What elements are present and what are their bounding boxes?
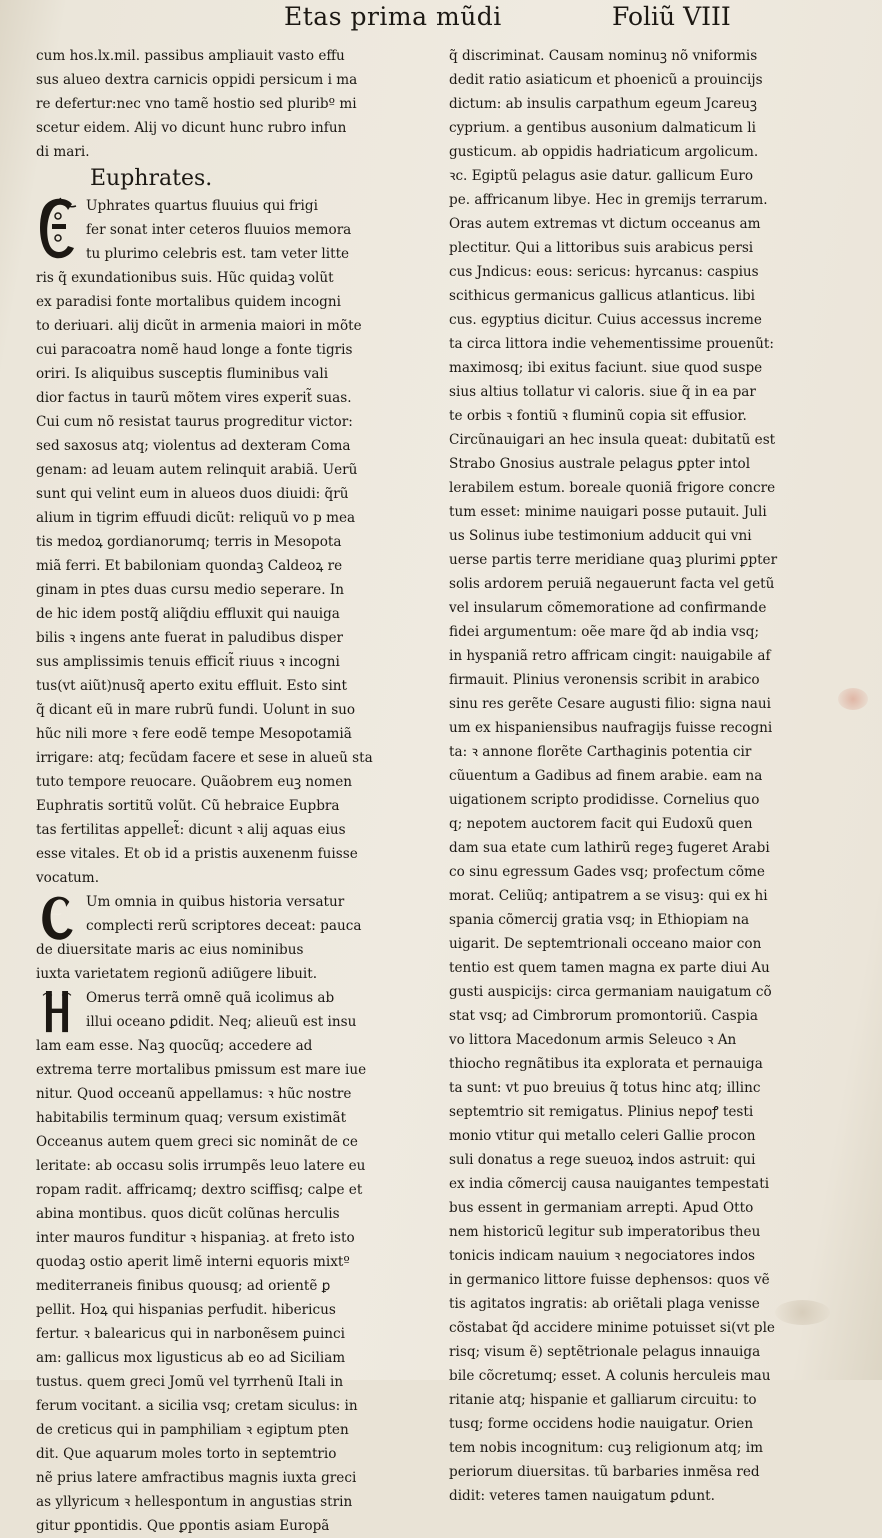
text-line: Circũnauigari an hec insula queat: dubitatũ est <box>449 432 776 448</box>
text-line: miã ferri. Et babiloniam quondaꝫ Caldeoꝝ re <box>36 558 343 574</box>
text-line: to deriuari. alij dicũt in armenia maiori in mõte <box>36 318 362 334</box>
text-line: sus alueo dextra carnicis oppidi persicum i ma <box>36 72 358 88</box>
text-line: Cui cum nõ resistat taurus progreditur victor: <box>36 414 353 430</box>
text-line: dior factus in taurũ mõtem vires experit̃ suas. <box>36 390 352 406</box>
text-line: dit. Que aquarum moles torto in septemtrio <box>36 1446 337 1462</box>
text-line: fer sonat inter ceteros fluuios memora <box>86 222 352 238</box>
text-line: gitur ꝑpontidis. Que ꝑpontis asiam Europã <box>36 1518 330 1534</box>
text-line: de diuersitate maris ac eius nominibus <box>36 942 304 958</box>
text-line: cõstabat q̃d accidere minime potuisset si(vt ple <box>449 1320 775 1336</box>
text-line: cui paracoatra nomẽ haud longe a fonte tigris <box>36 342 353 358</box>
text-line: de hic idem postq̃ aliq̃diu effluxit qui nauiga <box>36 606 340 622</box>
initial-h-decorated-icon <box>36 988 78 1038</box>
text-line: dedit ratio asiaticum et phoenicũ a prouincijs <box>449 72 763 88</box>
text-line: lerabilem estum. boreale quoniã frigore concre <box>449 480 776 496</box>
text-line: scetur eidem. Alij vo dicunt hunc rubro infun <box>36 120 347 136</box>
text-line: uigarit. De septemtrionali occeano maior con <box>449 936 762 952</box>
text-line: inter mauros funditur ꝛ hispaniaꝫ. at freto isto <box>36 1230 355 1246</box>
text-line: quodaꝫ ostio aperit limẽ interni equoris mixtº <box>36 1254 350 1270</box>
left-column <box>36 44 384 1538</box>
text-line: illui oceano ꝑdidit. Neq; alieuũ est insu <box>86 1014 357 1030</box>
right-column-text <box>449 44 795 1508</box>
text-line: sunt qui velint eum in alueos duos diuidi: q̃rũ <box>36 486 349 502</box>
text-line: cyprium. a gentibus ausonium dalmaticum li <box>449 120 756 136</box>
text-line: pe. affricanum libye. Hec in gremijs terrarum. <box>449 192 768 208</box>
text-line: tonicis indicam nauium ꝛ negociatores indos <box>449 1248 755 1264</box>
text-line: cum hos.lx.mil. passibus ampliauit vasto effu <box>36 48 345 64</box>
text-line: di mari. <box>36 144 90 160</box>
text-line: cus Jndicus: eous: sericus: hyrcanus: caspius <box>449 264 759 280</box>
text-line: tentio est quem tamen magna ex parte diui Au <box>449 960 770 976</box>
text-line: uigationem scripto prodidisse. Cornelius quo <box>449 792 760 808</box>
text-line: de creticus qui in pamphiliam ꝛ egiptum pten <box>36 1422 349 1438</box>
text-line: nẽ prius latere amfractibus magnis iuxta greci <box>36 1470 357 1486</box>
text-line: suli donatus a rege sueuoꝝ indos astruit: qui <box>449 1152 756 1168</box>
text-line: in germanico littore fuisse dephensos: quos vẽ <box>449 1272 770 1288</box>
text-line: ritanie atq; hispanie et galliarum circuitu: to <box>449 1392 757 1408</box>
text-line: Occeanus autem quem greci sic nominãt de ce <box>36 1134 358 1150</box>
section-heading-euphrates: Euphrates. <box>90 166 213 191</box>
text-line: uerse partis terre meridiane quaꝫ plurimi ꝑpter <box>449 552 778 568</box>
text-line: ris q̃ exundationibus suis. Hũc quidaꝫ volũt <box>36 270 334 286</box>
text-line: cus. egyptius dicitur. Cuius accessus increme <box>449 312 762 328</box>
text-line: scithicus germanicus gallicus atlanticus. libi <box>449 288 756 304</box>
text-line: thiocho regnãtibus ita explorata et pernauiga <box>449 1056 763 1072</box>
text-line: septemtrio sit remigatus. Plinius nepoꝭ testi <box>449 1104 754 1120</box>
text-line: tu plurimo celebris est. tam veter litte <box>86 246 350 262</box>
text-line: vocatum. <box>36 870 100 886</box>
text-line: ginam in ptes duas cursu medio seperare. In <box>36 582 344 598</box>
text-line: tuto tempore reuocare. Quãobrem euꝫ nomen <box>36 774 353 790</box>
text-line: as yllyricum ꝛ hellespontum in angustias strin <box>36 1494 353 1510</box>
maria-paragraph <box>36 890 384 986</box>
text-line: dam sua etate cum lathirũ regeꝫ fugeret Arabi <box>449 840 770 856</box>
text-line: Strabo Gnosius australe pelagus ꝑpter intol <box>449 456 751 472</box>
text-line: ꝛc. Egiptũ pelagus asie datur. gallicum Euro <box>449 168 754 184</box>
paper-stain <box>838 688 868 710</box>
text-line: tus(vt aiũt)nusq̃ aperto exitu effluit. Esto sint <box>36 678 348 694</box>
text-line: Um omnia in quibus historia versatur <box>86 894 345 910</box>
text-line: gusti auspicijs: circa germaniam nauigatum cõ <box>449 984 772 1000</box>
text-line: ropam radit. affricamq; dextro sciffisq; calpe et <box>36 1182 363 1198</box>
right-column <box>449 44 795 1508</box>
text-line: hũc nili more ꝛ fere eodẽ tempe Mesopotamiã <box>36 726 352 742</box>
text-line: cũuentum a Gadibus ad finem arabie. eam na <box>449 768 763 784</box>
text-line: mediterraneis finibus quousq; ad orientẽ ꝑ <box>36 1278 331 1294</box>
text-line: co sinu egressum Gades vsq; profectum cõme <box>449 864 765 880</box>
text-line: bus essent in germaniam arrepti. Apud Otto <box>449 1200 754 1216</box>
text-line: tas fertilitas appellet̃: dicunt ꝛ alij aquas eius <box>36 822 346 838</box>
text-line: vo littora Macedonum armis Seleuco ꝛ An <box>449 1032 737 1048</box>
text-line: ex paradisi fonte mortalibus quidem incogni <box>36 294 341 310</box>
text-line: q̃ dicant eũ in mare rubrũ fundi. Uolunt in suo <box>36 702 356 718</box>
text-line: tis agitatos ingratis: ab oriẽtali plaga venisse <box>449 1296 760 1312</box>
text-line: ta: ꝛ annone florẽte Carthaginis potentia cir <box>449 744 752 760</box>
text-line: stat vsq; ad Cimbrorum promontoriũ. Caspia <box>449 1008 758 1024</box>
text-line: re defertur:nec vno tamẽ hostio sed pluribº mi <box>36 96 357 112</box>
text-line: bile cõcretumq; esset. A colunis herculeis mau <box>449 1368 771 1384</box>
text-line: sius altius tollatur vi caloris. siue q̃ in ea par <box>449 384 756 400</box>
text-line: tum esset: minime nauigari posse putauit. Juli <box>449 504 767 520</box>
text-line: us Solinus iube testimonium adducit qui vni <box>449 528 752 544</box>
text-line: te orbis ꝛ fontiũ ꝛ fluminũ copia sit effusior. <box>449 408 747 424</box>
text-line: fidei argumentum: oẽe mare q̃d ab india vsq; <box>449 624 760 640</box>
text-line: Oras autem extremas vt dictum occeanus am <box>449 216 761 232</box>
initial-c-decorated-icon <box>36 892 78 948</box>
text-line: esse vitales. Et ob id a pristis auxenenm fuisse <box>36 846 358 862</box>
text-line: sinu res gerẽte Cesare augusti filio: signa naui <box>449 696 771 712</box>
text-line: nitur. Quod occeanũ appellamus: ꝛ hũc nostre <box>36 1086 352 1102</box>
text-line: firmauit. Plinius veronensis scribit in arabico <box>449 672 760 688</box>
text-line: maximosq; ibi exitus faciunt. siue quod suspe <box>449 360 763 376</box>
text-line: ferum vocitant. a sicilia vsq; cretam siculus: in <box>36 1398 358 1414</box>
text-line: Euphratis sortitũ volũt. Cũ hebraice Eupbra <box>36 798 340 814</box>
text-line: monio vtitur qui metallo celeri Gallie procon <box>449 1128 756 1144</box>
text-line: tis medoꝝ gordianorumq; terris in Mesopota <box>36 534 342 550</box>
text-line: am: gallicus mox ligusticus ab eo ad Siciliam <box>36 1350 346 1366</box>
text-line: morat. Celiũq; antipatrem a se visuꝫ: qui ex hi <box>449 888 768 904</box>
text-line: habitabilis terminum quaq; versum existimãt <box>36 1110 347 1126</box>
text-line: ex india cõmercij causa nauigantes tempestati <box>449 1176 770 1192</box>
text-line: um ex hispaniensibus naufragijs fuisse recogni <box>449 720 773 736</box>
text-line: lam eam esse. Naꝫ quocũq; accedere ad <box>36 1038 313 1054</box>
text-line: solis ardorem peruiã negauerunt facta vel getũ <box>449 576 775 592</box>
intro-paragraph <box>36 44 384 164</box>
text-line: dictum: ab insulis carpathum egeum Jcareuꝫ <box>449 96 758 112</box>
text-line: sed saxosus atq; violentus ad dexteram Coma <box>36 438 351 454</box>
text-line: genam: ad leuam autem relinquit arabiã. Uerũ <box>36 462 358 478</box>
text-line: extrema terre mortalibus pmissum est mare iue <box>36 1062 367 1078</box>
text-line: q̃ discriminat. Causam nominuꝫ nõ vniformis <box>449 48 758 64</box>
text-line: nem historicũ legitur sub imperatoribus theu <box>449 1224 761 1240</box>
text-line: sus amplissimis tenuis efficit̃ riuus ꝛ incogni <box>36 654 340 670</box>
text-line: complecti rerũ scriptores deceat: pauca <box>86 918 362 934</box>
running-title: Etas prima mũdi <box>284 2 502 31</box>
text-line: iuxta varietatem regionũ adiũgere libuit. <box>36 966 318 982</box>
text-line: risq; visum ẽ) septẽtrionale pelagus innauiga <box>449 1344 761 1360</box>
text-line: tusq; forme occidens hodie nauigatur. Orien <box>449 1416 754 1432</box>
text-line: tustus. quem greci Jomũ vel tyrrhenũ Itali in <box>36 1374 344 1390</box>
text-line: ta sunt: vt puo breuius q̃ totus hinc atq; illinc <box>449 1080 761 1096</box>
text-line: Omerus terrã omnẽ quã icolimus ab <box>86 990 335 1006</box>
text-line: abina montibus. quos dicũt colũnas herculis <box>36 1206 340 1222</box>
text-line: periorum diuersitas. tũ barbaries inmẽsa red <box>449 1464 760 1480</box>
text-line: tem nobis incognitum: cuꝫ religionum atq; im <box>449 1440 763 1456</box>
text-line: fertur. ꝛ balearicus qui in narbonẽsem ꝑuinci <box>36 1326 346 1342</box>
text-line: plectitur. Qui a littoribus suis arabicus persi <box>449 240 754 256</box>
text-line: Uphrates quartus fluuius qui frigi <box>86 198 318 214</box>
text-line: leritate: ab occasu solis irrumpẽs leuo latere eu <box>36 1158 366 1174</box>
initial-e-decorated-icon <box>36 194 78 262</box>
text-line: alium in tigrim effuudi dicũt: reliquũ vo p mea <box>36 510 356 526</box>
text-line: bilis ꝛ ingens ante fuerat in paludibus disper <box>36 630 344 646</box>
text-line: ta circa littora indie vehementissime prouenũt: <box>449 336 774 352</box>
text-line: irrigare: atq; fecũdam facere et sese in alueũ sta <box>36 750 373 766</box>
text-line: in hyspaniã retro affricam cingit: nauigabile af <box>449 648 771 664</box>
homerus-paragraph <box>36 986 384 1538</box>
text-line: q; nepotem auctorem facit qui Eudoxũ quen <box>449 816 753 832</box>
text-line: didit: veteres tamen nauigatum ꝑdunt. <box>449 1488 715 1504</box>
text-line: gusticum. ab oppidis hadriaticum argolicum. <box>449 144 759 160</box>
text-line: vel insularum cõmemoratione ad confirmande <box>449 600 767 616</box>
euphrates-paragraph <box>36 194 384 890</box>
folio-number: Foliũ VIII <box>612 2 731 31</box>
text-line: pellit. Hoꝝ qui hispanias perfudit. hibericus <box>36 1302 336 1318</box>
text-line: spania cõmercij gratia vsq; in Ethiopiam na <box>449 912 750 928</box>
text-line: oriri. Is aliquibus susceptis fluminibus vali <box>36 366 329 382</box>
